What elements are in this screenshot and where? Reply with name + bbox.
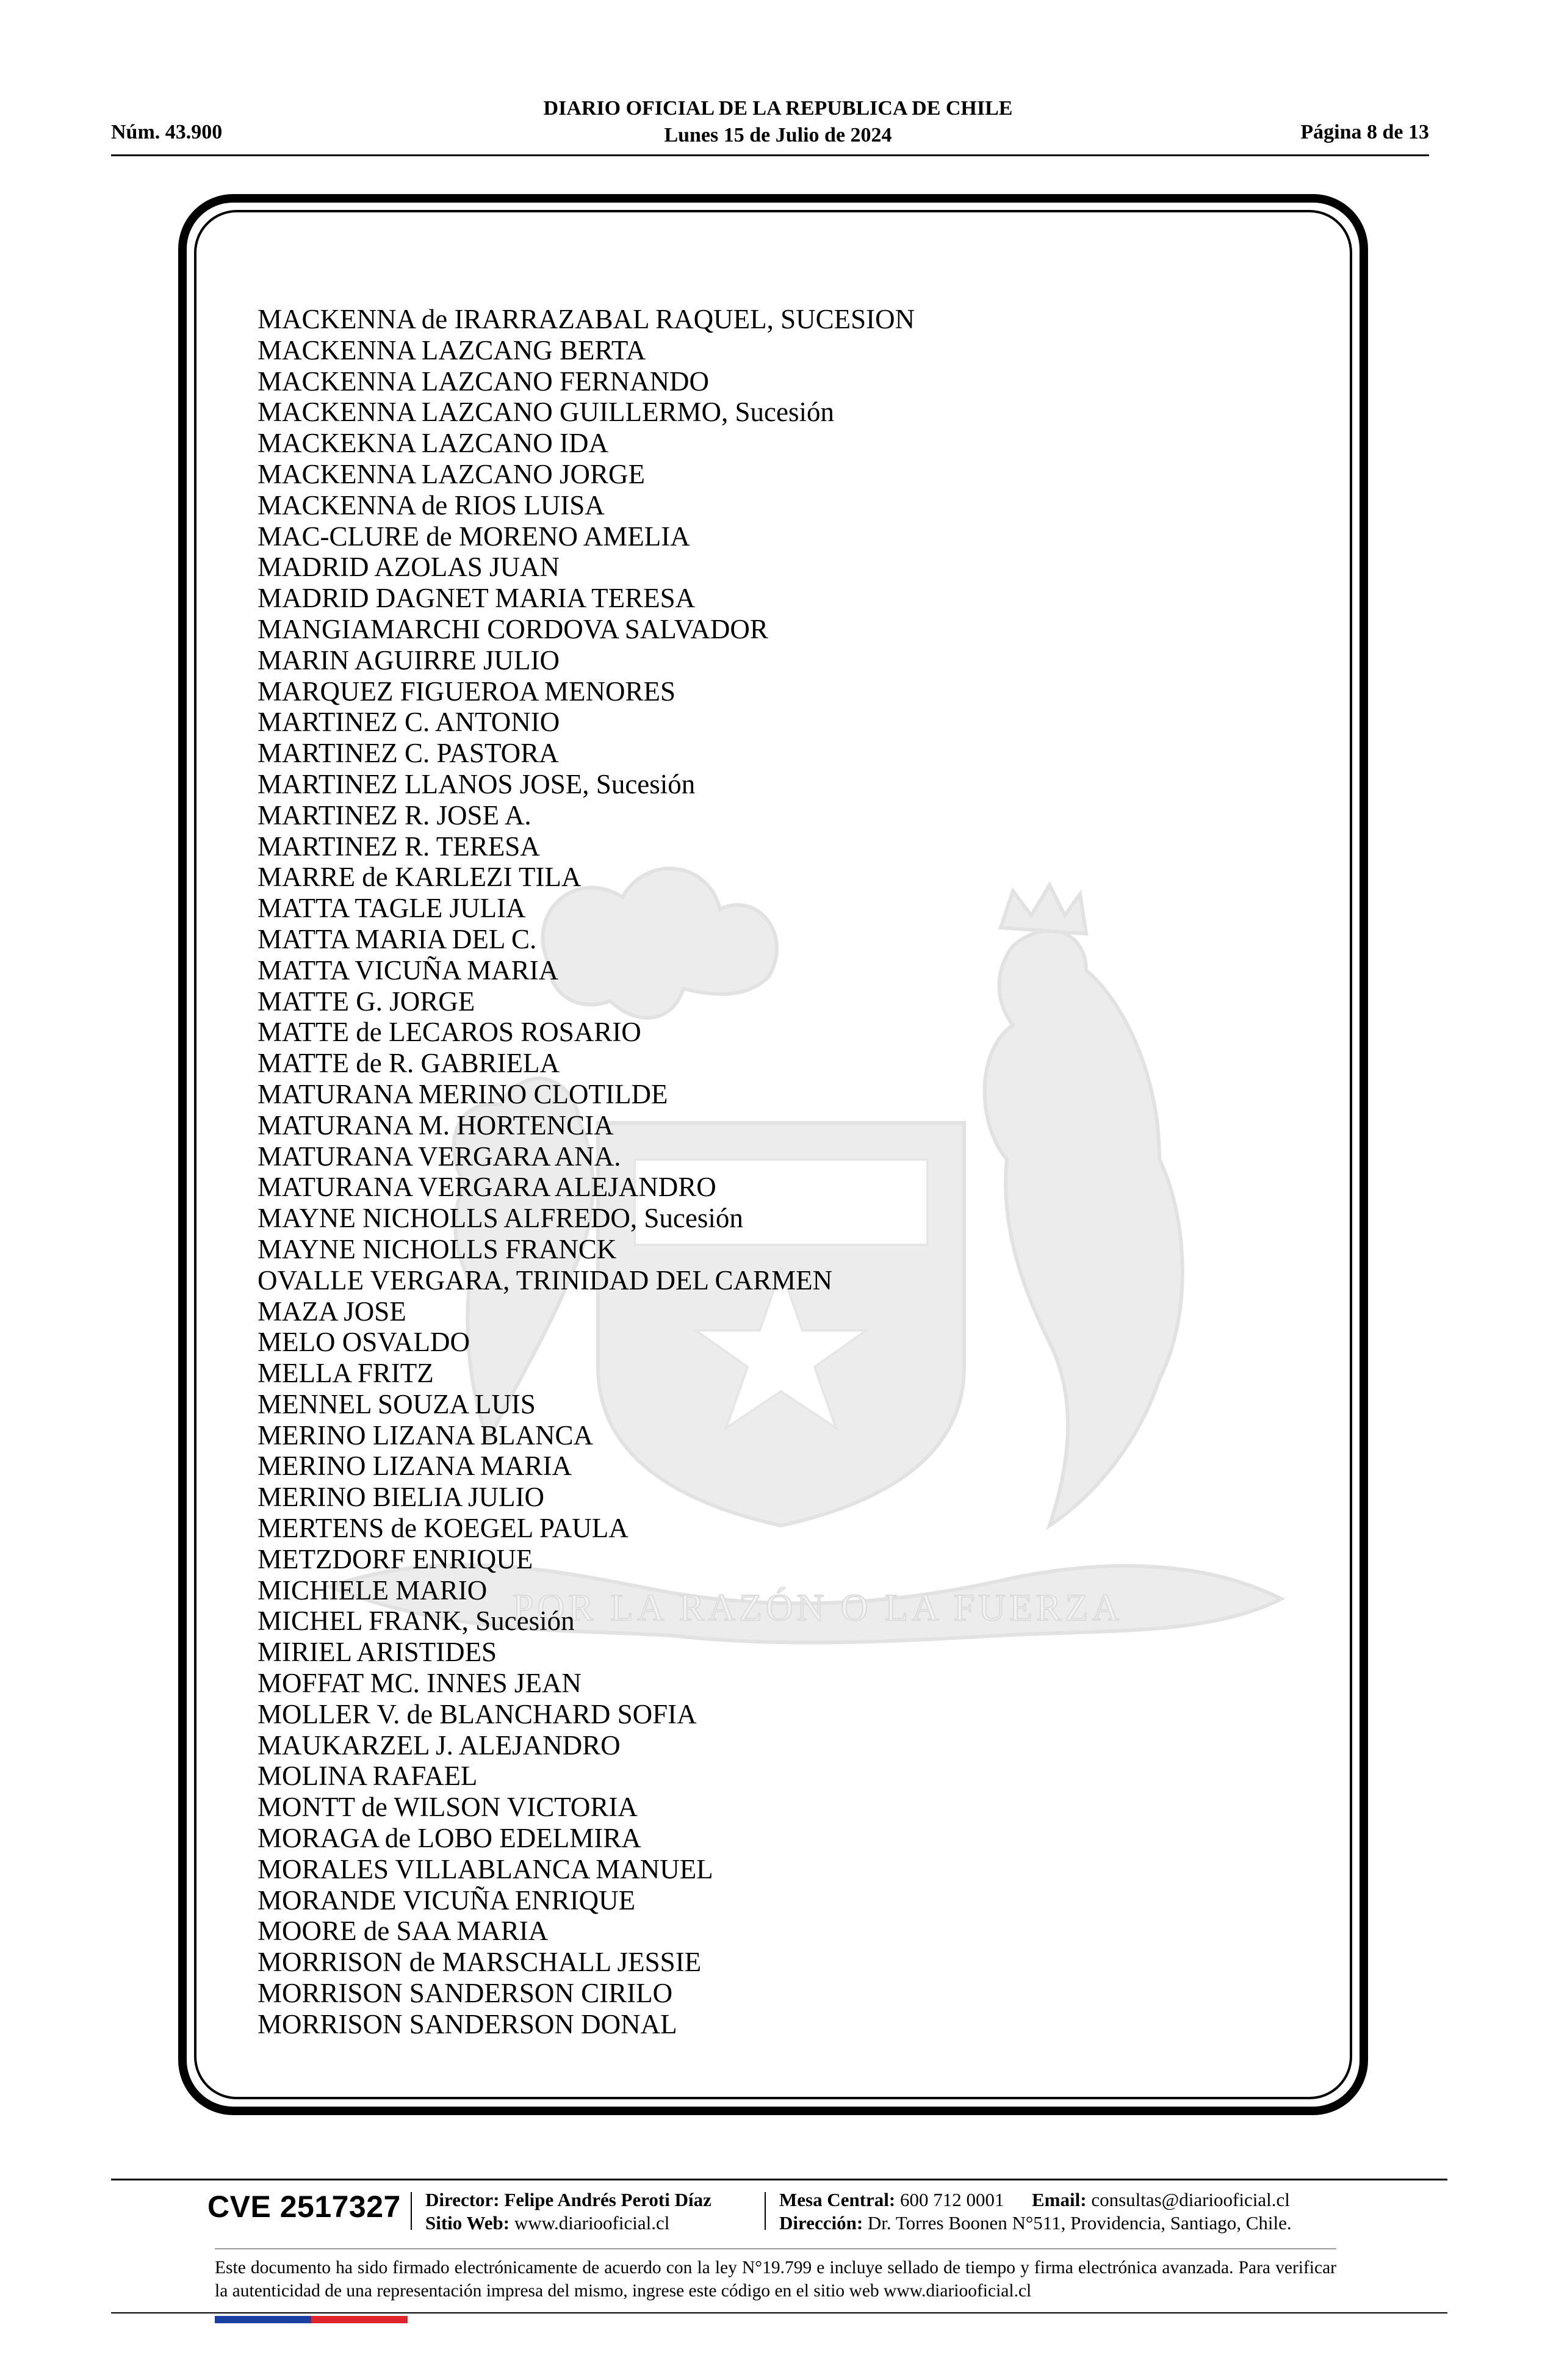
list-item: MERINO BIELIA JULIO	[258, 1482, 544, 1513]
list-item: MATTE de R. GABRIELA	[258, 1048, 560, 1079]
address-value: Dr. Torres Boonen N°511, Providencia, Santiago, Chile.	[867, 2212, 1292, 2234]
list-item: MAYNE NICHOLLS FRANCK	[258, 1233, 617, 1264]
list-item: MARTINEZ R. TERESA	[258, 831, 540, 862]
footer-rule-top	[111, 2179, 1447, 2180]
list-item: MATTA VICUÑA MARIA	[258, 954, 559, 986]
director-name: Felipe Andrés Peroti Díaz	[504, 2189, 711, 2210]
list-item: MORANDE VICUÑA ENRIQUE	[258, 1884, 636, 1916]
list-item: MACKENNA de RIOS LUISA	[258, 489, 605, 521]
website-link[interactable]: www.diariooficial.cl	[514, 2212, 670, 2234]
list-item: MELO OSVALDO	[258, 1327, 470, 1358]
footer-separator	[411, 2192, 412, 2230]
list-item: MATTE de LECAROS ROSARIO	[258, 1017, 641, 1048]
director-line	[425, 2188, 711, 2212]
website-line	[425, 2212, 711, 2235]
list-item: MOFFAT MC. INNES JEAN	[258, 1668, 582, 1699]
list-item: MOORE de SAA MARIA	[258, 1916, 549, 1947]
list-item: MARTINEZ C. PASTORA	[258, 738, 559, 769]
list-item: MAZA JOSE	[258, 1296, 406, 1327]
list-item: MARRE de KARLEZI TILA	[258, 862, 582, 893]
crown-shape	[1001, 885, 1086, 934]
header-rule	[111, 154, 1429, 156]
list-item: MATURANA M. HORTENCIA	[258, 1109, 614, 1141]
legal-notice: Este documento ha sido firmado electrónicamente de acuerdo con la ley N°19.799 e incluye sellado de tiempo y firma electrónica avanzada. Para verificar la autenticidad de una representación impresa del mismo, ingrese este código en el sitio web www.diariooficial.cl	[215, 2258, 1336, 2301]
list-item: MACKENNA LAZCANO GUILLERMO, Sucesión	[258, 397, 834, 428]
footer-thin-rule	[215, 2248, 1336, 2249]
list-item: METZDORF ENRIQUE	[258, 1543, 533, 1574]
list-item: MARTINEZ LLANOS JOSE, Sucesión	[258, 768, 696, 799]
contact-line	[779, 2188, 1292, 2212]
list-item: MERTENS de KOEGEL PAULA	[258, 1513, 629, 1544]
phone-value: 600 712 0001	[900, 2189, 1004, 2210]
list-item: MARTINEZ R. JOSE A.	[258, 799, 531, 831]
list-item: MATTE G. JORGE	[258, 986, 475, 1017]
list-item: MELLA FRITZ	[258, 1358, 434, 1389]
list-item: MACKENNA LAZCANG BERTA	[258, 334, 646, 366]
list-item: MADRID AZOLAS JUAN	[258, 552, 560, 583]
footer-contact-block	[779, 2188, 1292, 2235]
list-item: MORALES VILLABLANCA MANUEL	[258, 1853, 713, 1884]
cve-code: CVE 2517327	[207, 2190, 401, 2224]
list-item: MATURANA VERGARA ALEJANDRO	[258, 1172, 716, 1203]
address-label: Dirección:	[779, 2212, 863, 2234]
list-item: MORRISON de MARSCHALL JESSIE	[258, 1947, 702, 1978]
list-item: MORRISON SANDERSON CIRILO	[258, 1978, 673, 2009]
list-item: MACKEKNA LAZCANO IDA	[258, 428, 608, 459]
list-item: MATTA TAGLE JULIA	[258, 893, 526, 924]
list-item: MOLINA RAFAEL	[258, 1761, 478, 1792]
list-item: MARIN AGUIRRE JULIO	[258, 644, 560, 676]
list-item: MAC-CLURE de MORENO AMELIA	[258, 521, 690, 552]
condor-shape	[985, 931, 1183, 1526]
motto-text: POR LA RAZÓN O LA FUERZA	[512, 1587, 1123, 1629]
list-item: MATURANA VERGARA ANA.	[258, 1141, 621, 1172]
phone-label: Mesa Central:	[779, 2189, 896, 2210]
list-item: MANGIAMARCHI CORDOVA SALVADOR	[258, 613, 768, 644]
list-item: MACKENNA de IRARRAZABAL RAQUEL, SUCESION	[258, 304, 915, 334]
director-label: Director:	[425, 2189, 500, 2210]
list-item: MORAGA de LOBO EDELMIRA	[258, 1823, 641, 1854]
list-item: MARTINEZ C. ANTONIO	[258, 707, 560, 738]
list-item: MIRIEL ARISTIDES	[258, 1637, 497, 1668]
page-indicator: Página 8 de 13	[1300, 121, 1429, 143]
email-link[interactable]: consultas@diariooficial.cl	[1091, 2189, 1290, 2210]
list-item: MONTT de WILSON VICTORIA	[258, 1792, 638, 1823]
list-item: MADRID DAGNET MARIA TERESA	[258, 583, 696, 614]
address-line	[779, 2212, 1292, 2235]
list-item: MATTA MARIA DEL C.	[258, 923, 537, 954]
list-item: MACKENNA LAZCANO JORGE	[258, 458, 646, 489]
list-item: MENNEL SOUZA LUIS	[258, 1388, 536, 1419]
list-item: MORRISON SANDERSON DONAL	[258, 2008, 677, 2039]
issue-number: Núm. 43.900	[111, 121, 223, 143]
email-label: Email:	[1032, 2189, 1087, 2210]
list-item: MARQUEZ FIGUEROA MENORES	[258, 676, 676, 707]
list-item: MACKENNA LAZCANO FERNANDO	[258, 366, 710, 397]
list-item: MERINO LIZANA BLANCA	[258, 1419, 593, 1451]
footer-rule-bottom	[111, 2312, 1447, 2313]
list-item: MAYNE NICHOLLS ALFREDO, Sucesión	[258, 1203, 743, 1234]
list-item: MERINO LIZANA MARIA	[258, 1451, 572, 1482]
list-item: MATURANA MERINO CLOTILDE	[258, 1078, 668, 1109]
flag-stripe-blue	[215, 2316, 311, 2323]
list-item: MAUKARZEL J. ALEJANDRO	[258, 1729, 621, 1761]
list-item: MOLLER V. de BLANCHARD SOFIA	[258, 1698, 697, 1729]
list-item: MICHIELE MARIO	[258, 1574, 488, 1606]
publication-date: Lunes 15 de Julio de 2024	[664, 124, 892, 146]
names-list	[258, 304, 915, 2040]
list-item: OVALLE VERGARA, TRINIDAD DEL CARMEN	[258, 1264, 833, 1296]
footer-separator	[765, 2192, 766, 2230]
publication-title: DIARIO OFICIAL DE LA REPUBLICA DE CHILE	[543, 97, 1013, 120]
flag-stripe-red	[311, 2316, 408, 2323]
footer-director-block	[425, 2188, 711, 2235]
list-item: MICHEL FRANK, Sucesión	[258, 1606, 575, 1637]
website-label: Sitio Web:	[425, 2212, 510, 2234]
